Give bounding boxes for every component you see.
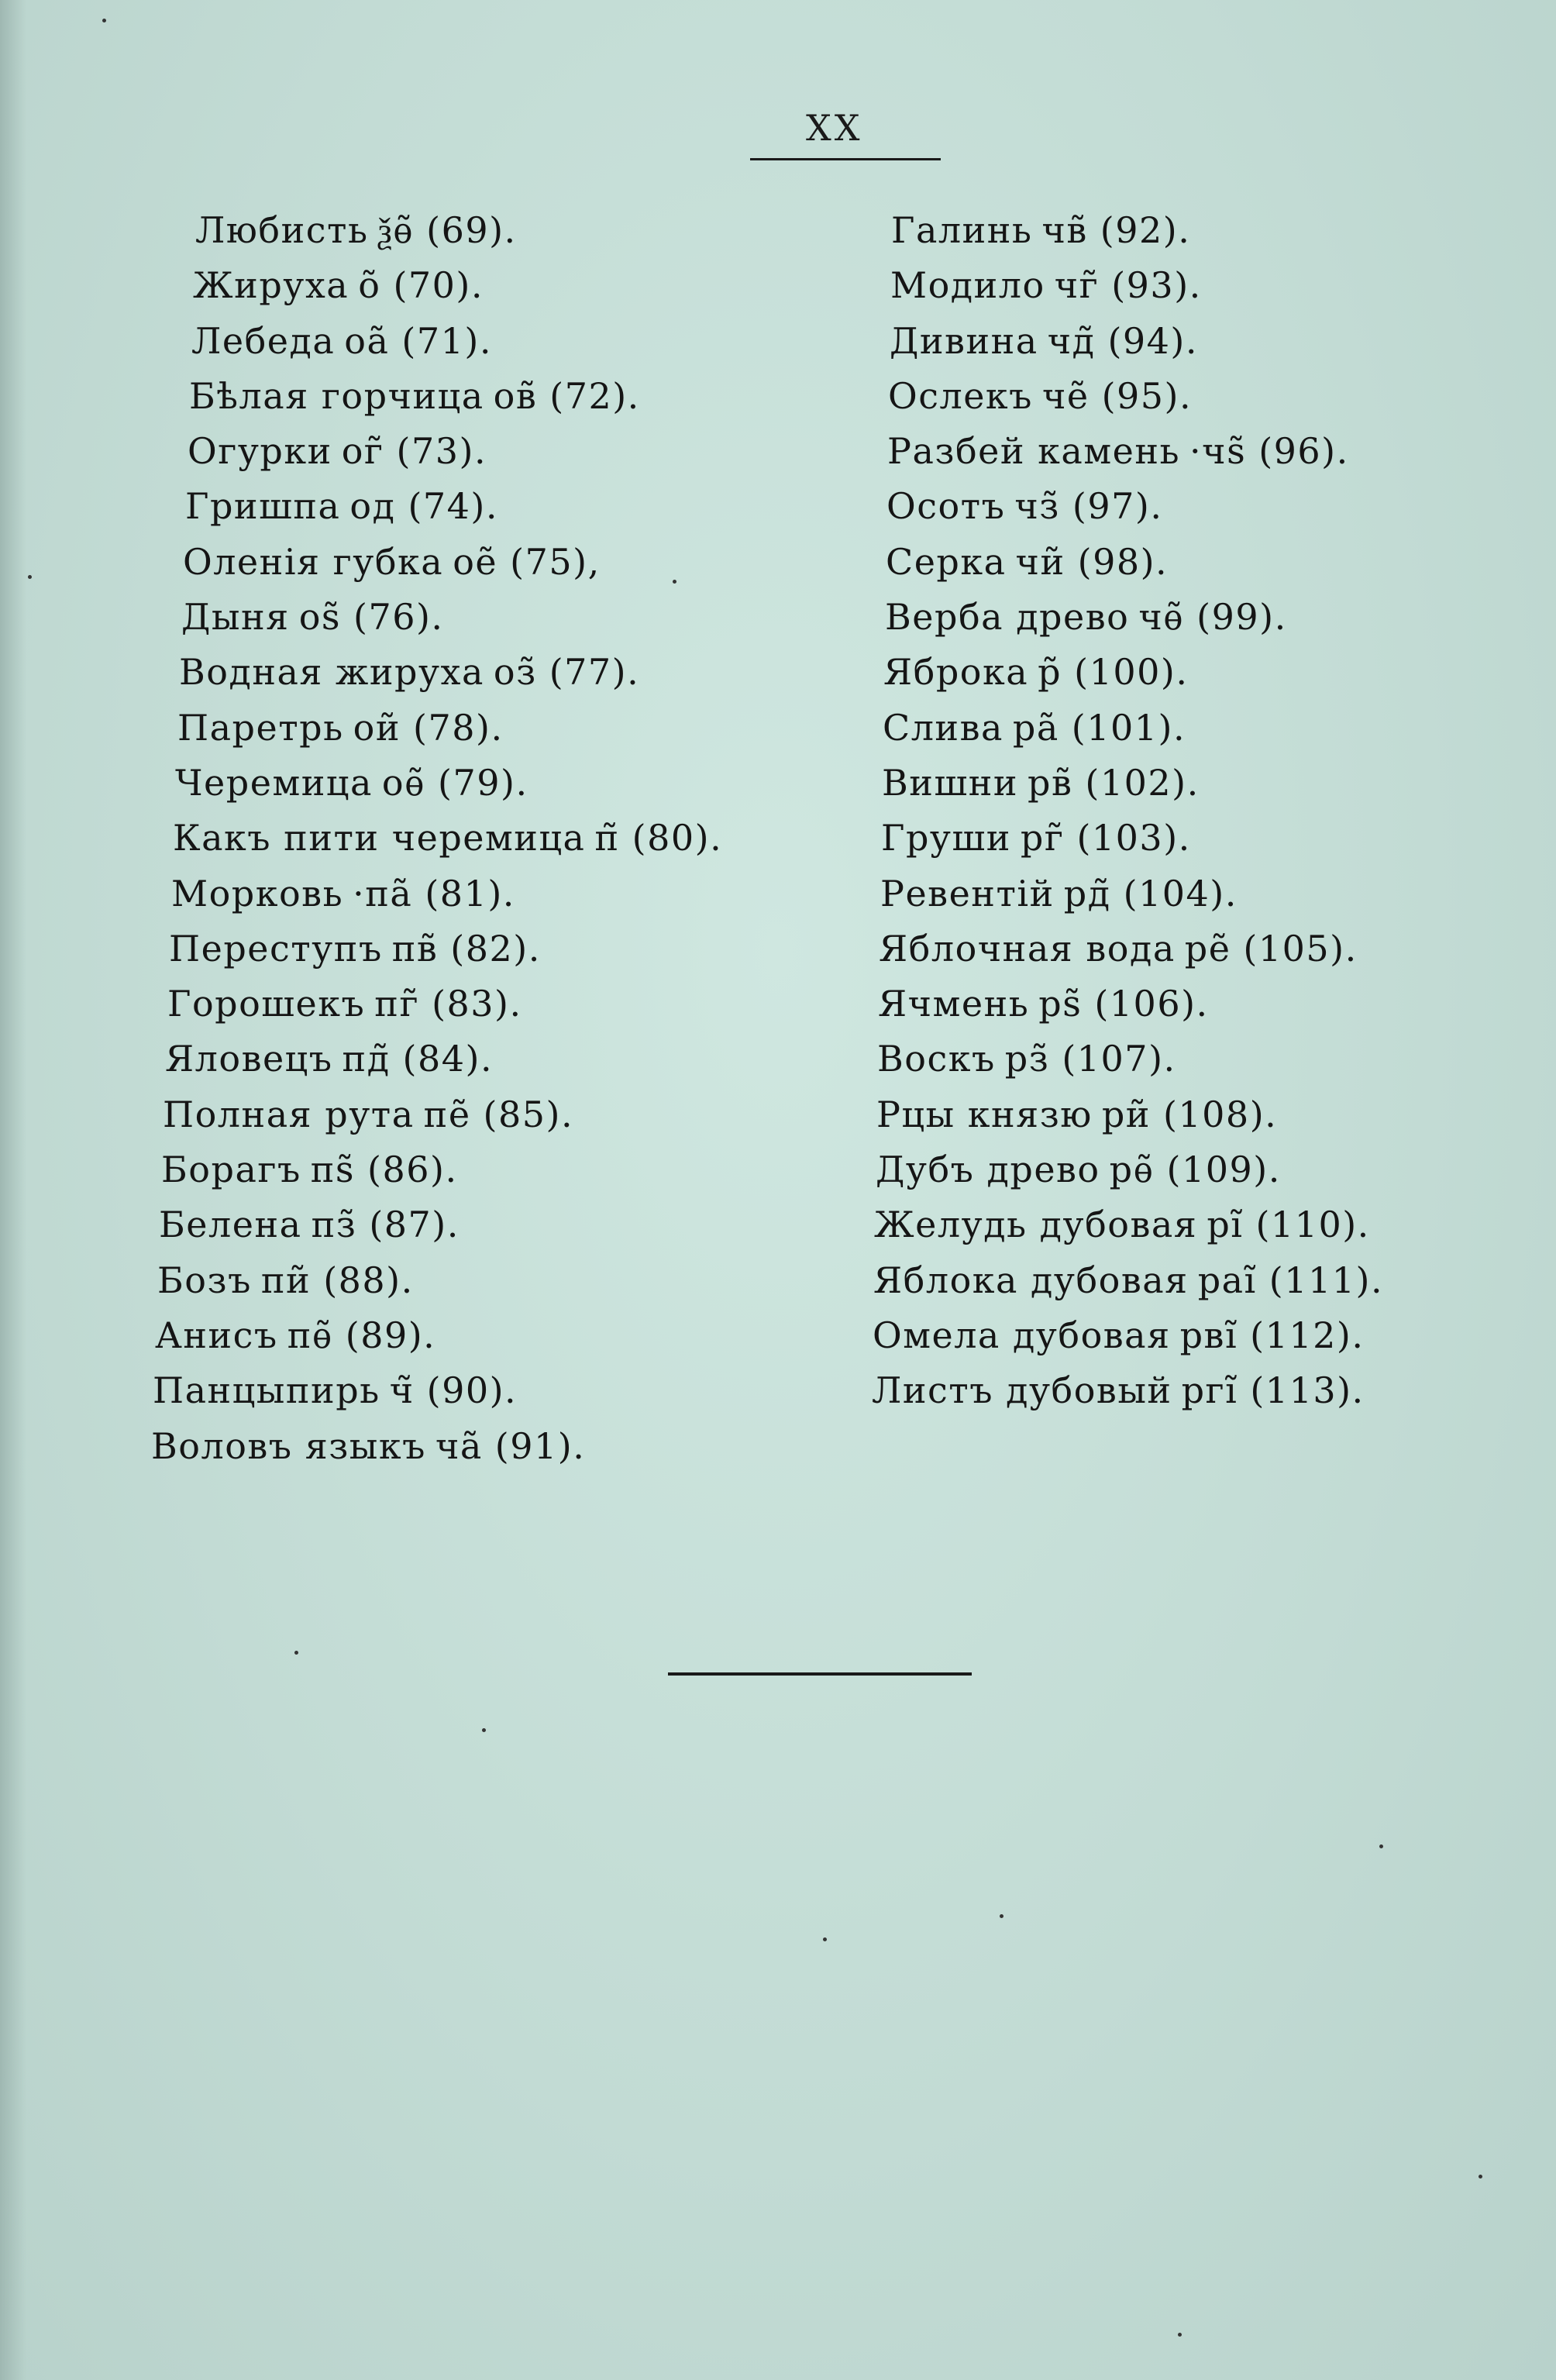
entry-ref: (104). [1123,872,1238,914]
entry-numeral: рѳ̃ [1109,1149,1155,1191]
entry-numeral: ча̃ [435,1424,483,1467]
entry-name: Желудь дубовая [874,1204,1198,1246]
index-entry [193,258,722,313]
entry-numeral: оа̃ [344,319,390,362]
index-entry [873,1253,1383,1308]
index-entry [890,314,1383,369]
index-entry [183,535,722,590]
entry-name: Верба древо [885,596,1130,639]
entry-numeral: пе̃ [423,1093,471,1135]
index-entry [882,756,1383,811]
entry-ref: (110). [1255,1204,1370,1246]
entry-ref: (90). [426,1369,518,1412]
entry-ref: (77). [549,651,640,694]
entry-name: Морковь [171,872,344,914]
index-entry [153,1363,722,1418]
index-entry [171,866,722,921]
index-entry [169,921,722,976]
entry-numeral: рз̃ [1004,1038,1050,1080]
entry-name: Полная рута [163,1093,415,1135]
entry-ref: (98). [1077,540,1169,583]
entry-numeral: оѳ̃ [381,761,426,804]
entry-name: Серка [886,540,1007,583]
entry-numeral: рг̃ [1020,817,1065,859]
entry-name: Воскъ [877,1038,996,1080]
entry-numeral: чв̃ [1041,209,1088,251]
entry-ref: (70). [393,264,484,307]
index-entry [165,1032,722,1087]
index-entry [175,756,722,811]
entry-ref: (79). [438,761,528,804]
entry-numeral: чг̃ [1054,264,1100,307]
entry-ref: (102). [1085,761,1200,804]
entry-name: Бозъ [157,1259,252,1301]
entry-name: Груши [881,817,1011,859]
entry-ref: (83). [432,983,522,1025]
entry-name: Яблока дубовая [873,1259,1189,1301]
entry-numeral: рд̃ [1063,872,1111,914]
entry-numeral: раі̃ [1197,1259,1257,1301]
entry-name: Оленія губка [183,540,444,583]
entry-ref: (80). [632,817,723,859]
entry-name: Яловецъ [165,1038,333,1080]
entry-name: Листъ дубовый [872,1369,1172,1412]
entry-ref: (95). [1101,374,1193,417]
entry-ref: (76). [353,596,444,639]
entry-name: Жируха [193,264,349,307]
entry-numeral: ое̃ [453,540,498,583]
index-entry [155,1308,722,1363]
header-rule [750,158,941,160]
entry-ref: (111). [1269,1259,1384,1301]
index-entry [173,811,722,866]
index-entry [886,535,1383,590]
entry-ref: (94). [1107,319,1199,362]
index-entry [880,866,1383,921]
index-entry [877,1032,1383,1087]
index-entry [879,921,1383,976]
entry-ref: (91). [494,1424,586,1467]
index-entry [876,1142,1383,1197]
entry-ref: (74). [408,485,499,528]
entry-name: Дивина [890,319,1038,362]
entry-numeral: ои̃ [353,706,401,749]
entry-numeral: чи̃ [1015,540,1065,583]
entry-numeral: пѳ̃ [287,1314,333,1356]
entry-numeral: рѕ̃ [1038,983,1083,1025]
entry-numeral: чд̃ [1047,319,1096,362]
entry-ref: (89). [345,1314,436,1356]
entry-name: Воловъ языкъ [151,1424,426,1467]
entry-numeral: пд̃ [342,1038,391,1080]
entry-name: Водная жируха [179,651,484,694]
index-entry [881,811,1383,866]
entry-ref: (87). [369,1204,460,1246]
entry-ref: (96). [1258,430,1349,473]
entry-name: Лебеда [191,319,336,362]
entry-numeral: рві̃ [1179,1314,1238,1356]
right-column [872,203,1384,1419]
index-entry [185,479,722,534]
entry-ref: (71). [401,319,492,362]
entry-ref: (69). [426,209,517,251]
index-entry [159,1197,722,1252]
index-entry [189,369,722,424]
entry-numeral: пѕ̃ [310,1149,356,1191]
entry-numeral: ре̃ [1184,927,1231,970]
entry-name: Вишни [882,761,1019,804]
index-entry [883,701,1383,756]
entry-ref: (97). [1072,485,1163,528]
index-entry [876,1087,1383,1142]
entry-numeral: пв̃ [391,927,439,970]
entry-numeral: ог̃ [341,430,384,473]
entry-name: Ослекъ [888,374,1033,417]
entry-ref: (100). [1074,651,1189,694]
entry-name: Гришпа [185,485,341,528]
entry-name: Дыня [181,596,290,639]
entry-name: Огурки [188,430,332,473]
end-rule [668,1672,972,1676]
entry-name: Любисть [195,209,369,251]
entry-numeral: оѕ̃ [298,596,341,639]
index-entry [872,1363,1383,1418]
entry-name: Слива [883,706,1003,749]
index-entry [891,203,1383,258]
entry-numeral: ргі̃ [1181,1369,1238,1412]
index-entry [195,203,722,258]
entry-numeral: ри̃ [1101,1093,1151,1135]
index-entry [885,590,1383,645]
entry-name: Черемица [175,761,373,804]
entry-name: Паретрь [177,706,344,749]
entry-ref: (82). [450,927,541,970]
index-entry [161,1142,722,1197]
entry-ref: (85). [483,1093,574,1135]
index-entry [167,976,722,1032]
entry-ref: (86). [367,1149,458,1191]
index-entry [886,479,1383,534]
entry-name: Разбей камень [887,430,1181,473]
entry-ref: (72). [549,374,640,417]
entry-ref: (105). [1243,927,1358,970]
entry-ref: (109). [1166,1149,1281,1191]
entry-name: Бѣлая горчица [189,374,484,417]
entry-numeral: че̃ [1041,374,1090,417]
entry-name: Рцы князю [876,1093,1093,1135]
entry-name: Осотъ [886,485,1006,528]
entry-numeral: ·па̃ [353,872,413,914]
entry-ref: (93). [1111,264,1202,307]
entry-numeral: ов̃ [493,374,538,417]
entry-ref: (88). [323,1259,414,1301]
index-entry [177,701,722,756]
entry-numeral: чѳ̃ [1138,596,1185,639]
entry-name: Горошекъ [167,983,366,1025]
entry-name: Омела дубовая [873,1314,1171,1356]
entry-numeral: ѯѳ̃ [377,209,415,251]
entry-ref: (112). [1250,1314,1365,1356]
entry-numeral: р̃ [1038,651,1062,694]
entry-ref: (73). [396,430,487,473]
index-entry [188,424,722,479]
entry-name: Ячмень [878,983,1030,1025]
index-entry [883,645,1383,700]
entry-numeral: п̃ [594,817,620,859]
entry-name: Анисъ [155,1314,278,1356]
entry-numeral: пз̃ [311,1204,357,1246]
index-entry [887,424,1383,479]
entry-ref: (106). [1094,983,1209,1025]
entry-name: Яброка [883,651,1029,694]
entry-name: Ревентій [880,872,1055,914]
entry-name: Модило [890,264,1045,307]
entry-name: Панцыпирь [153,1369,380,1412]
entry-numeral: чз̃ [1014,485,1060,528]
page-edge-shadow [0,0,26,2380]
entry-numeral: од [349,485,396,528]
left-column [151,203,723,1474]
entry-ref: (81). [425,872,515,914]
entry-numeral: пг̃ [374,983,420,1025]
entry-numeral: пи̃ [260,1259,312,1301]
entry-name: Белена [159,1204,302,1246]
page-number: XX [806,107,863,149]
index-entry [179,645,722,700]
entry-ref: (78). [413,706,504,749]
entry-ref: (75), [510,540,601,583]
index-entry [878,976,1383,1032]
index-entry [151,1419,722,1474]
entry-ref: (108). [1162,1093,1278,1135]
entry-name: Какъ пити черемица [173,817,586,859]
entry-numeral: ра̃ [1012,706,1059,749]
entry-ref: (92). [1100,209,1191,251]
entry-name: Переступъ [169,927,383,970]
entry-numeral: ч̃ [389,1369,415,1412]
entry-numeral: ·чѕ̃ [1189,430,1247,473]
index-entry [890,258,1383,313]
entry-ref: (103). [1076,817,1191,859]
entry-numeral: оз̃ [493,651,537,694]
entry-ref: (101). [1071,706,1186,749]
index-entry [163,1087,722,1142]
entry-numeral: рв̃ [1028,761,1073,804]
index-entry [873,1308,1383,1363]
entry-ref: (113). [1250,1369,1365,1412]
entry-name: Галинь [891,209,1033,251]
index-entry [888,369,1383,424]
entry-numeral: о̃ [358,264,381,307]
index-entry [181,590,722,645]
entry-ref: (107). [1062,1038,1176,1080]
entry-name: Дубъ древо [876,1149,1100,1191]
entry-name: Борагъ [161,1149,301,1191]
entry-name: Яблочная вода [879,927,1176,970]
entry-ref: (84). [402,1038,494,1080]
index-entry [874,1197,1383,1252]
index-entry [191,314,722,369]
entry-numeral: рі̃ [1207,1204,1244,1246]
index-entry [157,1253,722,1308]
entry-ref: (99). [1196,596,1287,639]
